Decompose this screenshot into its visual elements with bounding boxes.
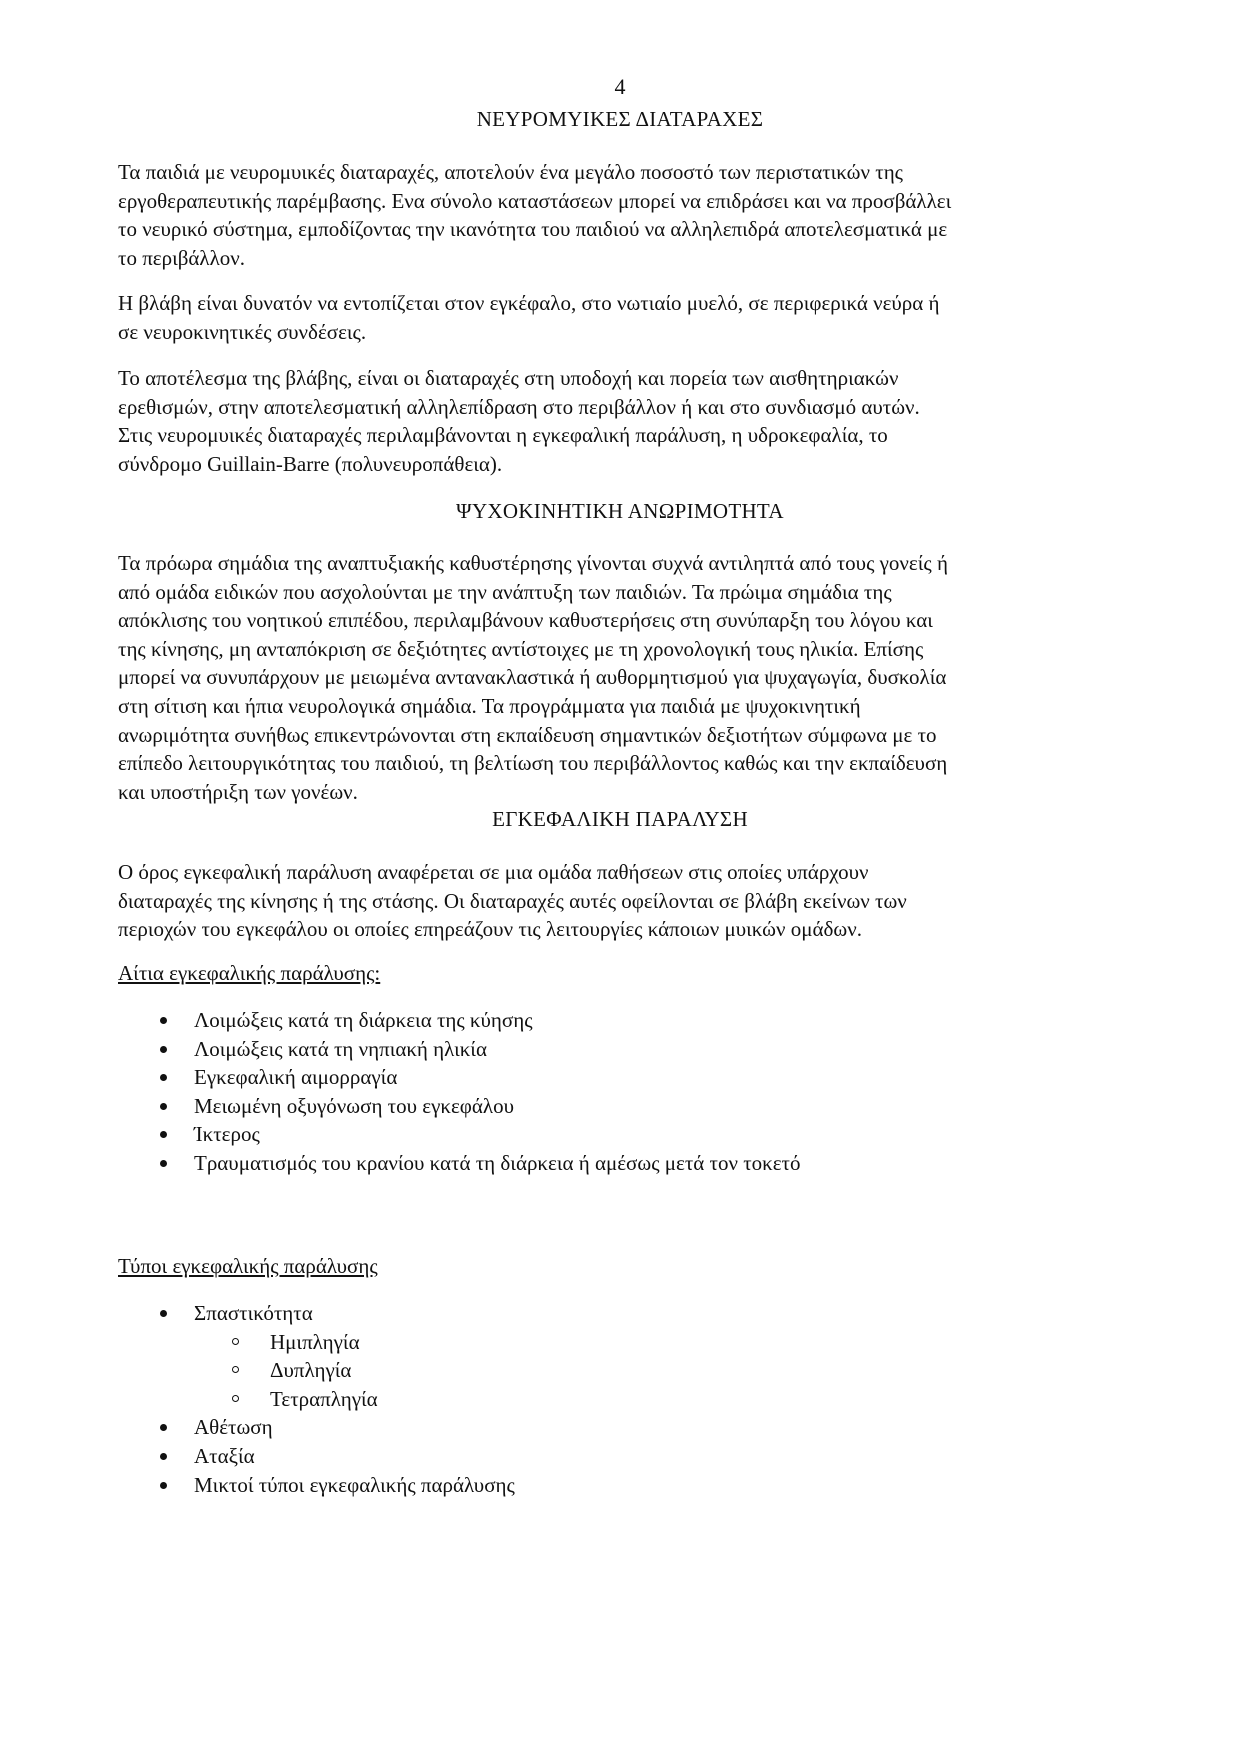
list-item: Μικτοί τύποι εγκεφαλικής παράλυσης [118,1471,515,1500]
text-line: μπορεί να συνυπάρχουν με μειωμένα αντανακλαστικά ή αυθορμητισμού για ψυχαγωγία, δυσκολία [118,665,947,690]
circle-bullet-icon [232,1338,239,1345]
text-line: από ομάδα ειδικών που ασχολούνται με την ανάπτυξη των παιδιών. Τα πρώιμα σημάδια της [118,579,892,604]
paragraph-lesion-location [118,289,1138,346]
text-line: Τα πρόωρα σημάδια της αναπτυξιακής καθυστέρησης γίνονται συχνά αντιληπτά από τους γονείς ή [118,551,948,575]
circle-bullet-icon [232,1395,239,1402]
bullet-icon [160,1046,167,1053]
list-item: Σπαστικότητα [118,1299,515,1328]
text-line: επίπεδο λειτουργικότητας του παιδιού, τη βελτίωση του περιβάλλοντος καθώς και την εκπαίδευση [118,751,948,776]
text-line: το περιβάλλον. [118,245,246,270]
bullet-icon [160,1482,167,1489]
list-item: Τραυματισμός του κρανίου κατά τη διάρκεια ή αμέσως μετά τον τοκετό [118,1149,801,1178]
list-subitem: Τετραπληγία [118,1385,515,1414]
heading-neuromuscular-disorders: ΝΕΥΡΟΜΥΙΚΕΣ ΔΙΑΤΑΡΑΧΕΣ [476,107,764,131]
text-line: Τα παιδιά με νευρομυικές διαταραχές, αποτελούν ένα μεγάλο ποσοστό των περιστατικών της [118,160,903,184]
text-line: Ο όρος εγκεφαλική παράλυση αναφέρεται σε μια ομάδα παθήσεων στις οποίες υπάρχουν [118,860,869,884]
text-line: διαταραχές της κίνησης ή της στάσης. Οι διαταραχές αυτές οφείλονται σε βλάβη εκείνων των [118,888,907,913]
bullet-icon [160,1131,167,1138]
subheading-types: Τύποι εγκεφαλικής παράλυσης [118,1254,378,1278]
text-line: εργοθεραπευτικής παρέμβασης. Ενα σύνολο καταστάσεων μπορεί να επιδράσει και να προσβάλλει [118,188,952,213]
text-line: σε νευροκινητικές συνδέσεις. [118,319,367,344]
text-line: ερεθισμών, στην αποτελεσματική αλληλεπίδραση στο περιβάλλον ή και στο συνδιασμό αυτών. [118,394,920,419]
list-subitem: Ημιπληγία [118,1328,515,1357]
text-line: σύνδρομο Guillain-Barre (πολυνευροπάθεια). [118,451,503,476]
subheading-causes: Αίτια εγκεφαλικής παράλυσης: [118,961,381,985]
types-list [118,1299,515,1499]
list-item: Ίκτερος [118,1120,801,1149]
causes-list [118,1006,801,1178]
paragraph-neuromuscular-intro [118,158,1138,272]
bullet-icon [160,1160,167,1167]
heading-cerebral-palsy: ΕΓΚΕΦΑΛΙΚΗ ΠΑΡΑΛΥΣΗ [492,807,748,831]
bullet-icon [160,1074,167,1081]
text-line: απόκλισης του νοητικού επιπέδου, περιλαμβάνουν καθυστερήσεις στη συνύπαρξη του λόγου και [118,608,933,633]
text-line: της κίνησης, μη ανταπόκριση σε δεξιότητες αντίστοιχες με τη χρονολογική τους ηλικία. Επίσης [118,636,924,661]
bullet-icon [160,1103,167,1110]
list-item: Μειωμένη οξυγόνωση του εγκεφάλου [118,1092,801,1121]
text-line: ανωριμότητα συνήθως επικεντρώνονται στη εκπαίδευση σημαντικών δεξιοτήτων σύμφωνα με το [118,722,937,747]
list-subitem: Δυπληγία [118,1356,515,1385]
bullet-icon [160,1424,167,1431]
page-number: 4 [614,74,626,99]
text-line: περιοχών του εγκεφάλου οι οποίες επηρεάζουν τις λειτουργίες κάποιων μυικών ομάδων. [118,917,862,942]
bullet-icon [160,1310,167,1317]
text-line: και υποστήριξη των γονέων. [118,779,358,804]
text-line: το νευρικό σύστημα, εμποδίζοντας την ικανότητα του παιδιού να αλληλεπιδρά αποτελεσματικά με [118,217,948,242]
list-item: Λοιμώξεις κατά τη διάρκεια της κύησης [118,1006,801,1035]
text-line: Το αποτέλεσμα της βλάβης, είναι οι διαταραχές στη υποδοχή και πορεία των αισθητηριακών [118,366,899,390]
list-item: Αθέτωση [118,1413,515,1442]
text-line: Η βλάβη είναι δυνατόν να εντοπίζεται στον εγκέφαλο, στο νωτιαίο μυελό, σε περιφερικά νεύρα ή [118,291,940,315]
text-line: στη σίτιση και ήπια νευρολογικά σημάδια. Τα προγράμματα για παιδιά με ψυχοκινητική [118,693,861,718]
list-item: Αταξία [118,1442,515,1471]
text-line: Στις νευρομυικές διαταραχές περιλαμβάνονται η εγκεφαλική παράλυση, η υδροκεφαλία, το [118,423,888,448]
heading-psychomotor-immaturity: ΨΥΧΟΚΙΝΗΤΙΚΗ ΑΝΩΡΙΜΟΤΗΤΑ [456,499,784,523]
list-item: Εγκεφαλική αιμορραγία [118,1063,801,1092]
list-item: Λοιμώξεις κατά τη νηπιακή ηλικία [118,1035,801,1064]
circle-bullet-icon [232,1366,239,1373]
paragraph-psychomotor [118,549,1138,806]
bullet-icon [160,1453,167,1460]
paragraph-lesion-result [118,364,1138,478]
paragraph-cerebral-palsy-definition [118,858,1138,944]
bullet-icon [160,1017,167,1024]
